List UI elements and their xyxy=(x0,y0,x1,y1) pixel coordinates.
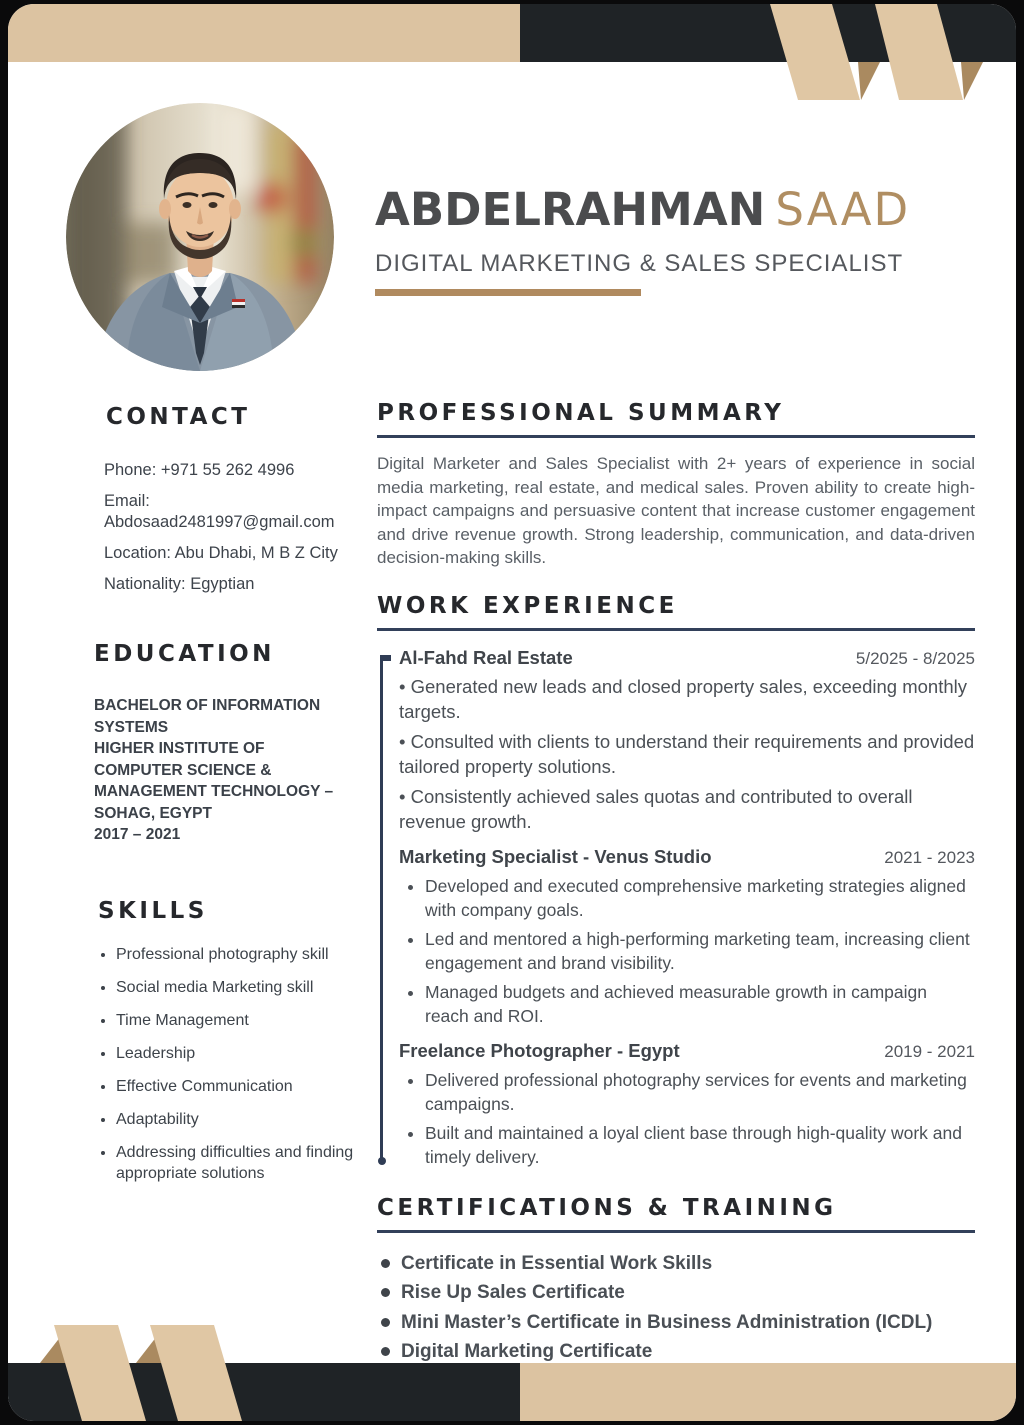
job-header-row xyxy=(399,647,975,669)
education-line: 2017 – 2021 xyxy=(94,826,181,843)
summary-heading: PROFESSIONAL SUMMARY xyxy=(377,400,785,426)
timeline-bracket xyxy=(380,655,383,1163)
job-bullet: • Managed budgets and achieved measurable growth in campaign reach and ROI. xyxy=(425,980,975,1028)
job-title: Al-Fahd Real Estate xyxy=(399,646,573,668)
skill-item: • Effective Communication xyxy=(116,1076,368,1097)
summary-rule xyxy=(377,435,975,438)
certification-item: Mini Master’s Certificate in Business Administration (ICDL) xyxy=(379,1308,975,1338)
job-entry xyxy=(399,1040,975,1169)
last-name: SAAD xyxy=(775,183,911,236)
work-rule xyxy=(377,628,975,631)
top-banner-decoration xyxy=(8,4,1016,114)
certification-item: Rise Up Sales Certificate xyxy=(379,1278,975,1308)
portrait-illustration xyxy=(66,103,334,371)
jobs xyxy=(377,647,975,1169)
job-header-row xyxy=(399,846,975,868)
education-line: BACHELOR OF INFORMATION SYSTEMS xyxy=(94,697,321,736)
job-bullet-list xyxy=(399,1068,975,1169)
contact-line: Phone: +971 55 262 4996 xyxy=(104,461,295,479)
header-block xyxy=(375,183,995,296)
certifications-list xyxy=(379,1249,975,1367)
skill-item: • Adaptability xyxy=(116,1109,368,1130)
education-heading: EDUCATION xyxy=(94,641,275,667)
job-bullet: • Delivered professional photography services for events and marketing campaigns. xyxy=(425,1068,975,1116)
job-bullet-list xyxy=(399,874,975,1028)
subtitle-underline xyxy=(375,289,641,296)
job-dates: 5/2025 - 8/2025 xyxy=(855,648,975,668)
summary-text: Digital Marketer and Sales Specialist with 2+ years of experience in social media marketing, real estate, and medical sales. Proven ability to create high-impact campaigns and persuasive content that increase customer engagement and drive revenue growth. Strong leadership, communication, and data-driven decision-making skills. xyxy=(377,454,975,567)
skill-item: • Addressing difficulties and finding appropriate solutions xyxy=(116,1142,368,1184)
skill-item: • Professional photography skill xyxy=(116,944,368,965)
skill-item: • Leadership xyxy=(116,1043,368,1064)
contact-line: Nationality: Egyptian xyxy=(104,575,255,593)
job-title: Freelance Photographer - Egypt xyxy=(399,1039,680,1061)
certifications-rule xyxy=(377,1230,975,1233)
job-bullet: • Built and maintained a loyal client base through high-quality work and timely delivery. xyxy=(425,1121,975,1169)
first-name: ABDELRAHMAN xyxy=(375,183,766,236)
job-entry xyxy=(399,647,975,834)
profile-photo xyxy=(66,103,334,371)
education-line: HIGHER INSTITUTE OF COMPUTER SCIENCE & MANAGEMENT TECHNOLOGY – SOHAG, EGYPT xyxy=(94,740,334,822)
job-bullet: • Consulted with clients to understand their requirements and provided tailored property solutions. xyxy=(399,730,975,777)
skill-item: • Time Management xyxy=(116,1010,368,1031)
certification-item: Digital Marketing Certificate xyxy=(379,1337,975,1367)
job-bullet: • Consistently achieved sales quotas and contributed to overall revenue growth. xyxy=(399,785,913,832)
resume-page xyxy=(8,4,1016,1421)
job-dates: 2021 - 2023 xyxy=(884,847,975,867)
job-bullet: • Generated new leads and closed property sales, exceeding monthly targets. xyxy=(399,675,967,722)
job-bullet: • Developed and executed comprehensive marketing strategies aligned with company goals. xyxy=(425,874,975,922)
job-header-row xyxy=(399,1040,975,1062)
certification-item: Certificate in Essential Work Skills xyxy=(379,1249,975,1279)
job-title: Marketing Specialist - Venus Studio xyxy=(399,845,712,867)
work-heading: WORK EXPERIENCE xyxy=(377,592,678,619)
skills-list xyxy=(94,944,368,1184)
skill-item: • Social media Marketing skill xyxy=(116,977,368,998)
certifications-heading: CERTIFICATIONS & TRAINING xyxy=(377,1194,837,1221)
page-title xyxy=(375,183,995,236)
job-entry xyxy=(399,846,975,1028)
right-column xyxy=(377,400,975,1367)
education-list xyxy=(94,695,346,846)
contact-list xyxy=(94,460,370,595)
contact-line: Email: Abdosaad2481997@gmail.com xyxy=(104,492,335,531)
left-column xyxy=(94,404,370,1196)
contact-line: Location: Abu Dhabi, M B Z City xyxy=(104,544,338,562)
job-subtitle: DIGITAL MARKETING & SALES SPECIALIST xyxy=(375,250,904,278)
job-dates: 2019 - 2021 xyxy=(884,1041,975,1061)
skills-heading: SKILLS xyxy=(98,897,208,924)
contact-heading: CONTACT xyxy=(106,404,251,430)
job-bullet: • Led and mentored a high-performing marketing team, increasing client engagement and brand visibility. xyxy=(425,927,975,975)
